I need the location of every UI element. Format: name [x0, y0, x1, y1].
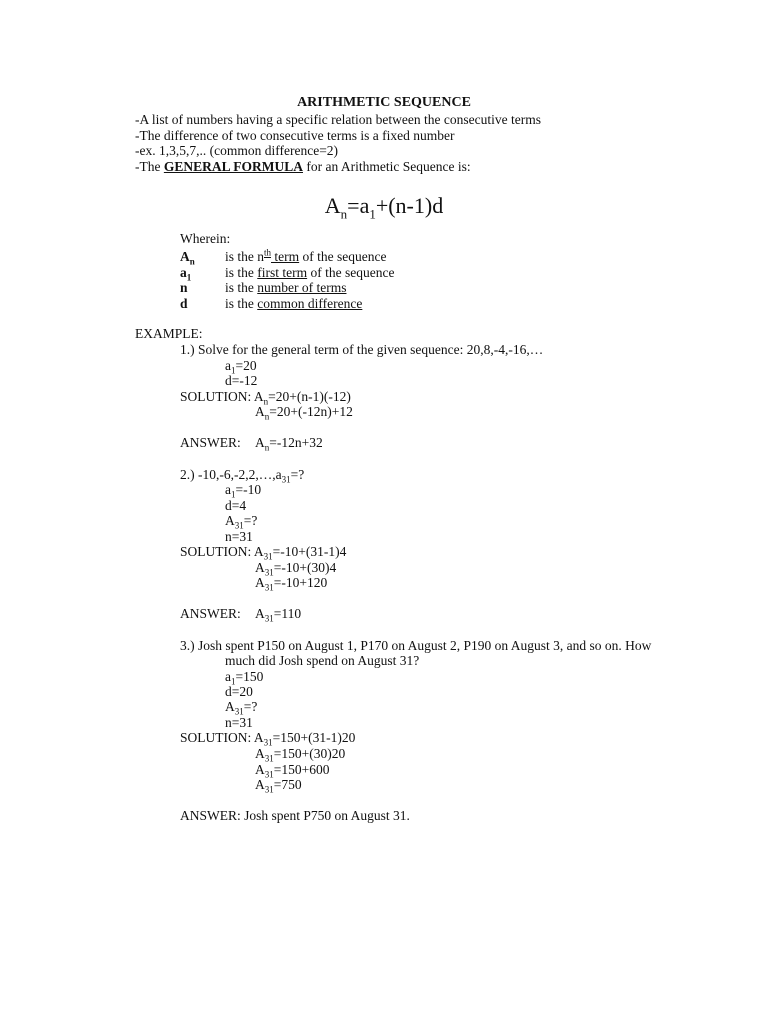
- ex3-question-line-2: much did Josh spend on August 31?: [225, 653, 420, 668]
- ex2-solution-line-2: [255, 560, 336, 576]
- legend-desc-n: [225, 280, 346, 296]
- expr: =-10+(31-1)4: [272, 544, 347, 559]
- legend-desc-an: [225, 249, 386, 265]
- intro-line-4-prefix: -The: [135, 159, 164, 174]
- ex2-answer-label: ANSWER:: [180, 606, 241, 621]
- ex3-solution-line-1: [180, 730, 355, 746]
- var-sub: 31: [264, 613, 274, 624]
- intro-line-1: -A list of numbers having a specific relation between the consecutive terms: [135, 112, 541, 127]
- ex3-solution-line-4: [255, 777, 302, 793]
- legend-post: of the sequence: [307, 265, 395, 280]
- var: A: [255, 777, 265, 792]
- formula-a-sub: n: [340, 206, 348, 222]
- var-value: =20: [235, 358, 257, 373]
- expr: =110: [273, 606, 302, 621]
- ex2-d: d=4: [225, 498, 247, 513]
- var: a: [225, 669, 231, 684]
- ex2-answer: [255, 606, 301, 622]
- ex3-d: d=20: [225, 684, 253, 699]
- expr: =150+(31-1)20: [272, 730, 356, 745]
- formula-eq-sub: 1: [369, 206, 376, 222]
- var-sub: 31: [264, 582, 274, 593]
- var: A: [255, 435, 265, 450]
- var: A: [253, 730, 264, 745]
- intro-line-3: -ex. 1,3,5,7,.. (common difference=2): [135, 143, 339, 158]
- page-title: ARITHMETIC SEQUENCE: [297, 95, 471, 110]
- var-value: =-10: [235, 482, 262, 497]
- legend-pre: is the n: [225, 249, 264, 264]
- var: A: [255, 762, 265, 777]
- expr: =750: [273, 777, 302, 792]
- legend-term: term: [271, 249, 300, 264]
- ex2-question: [180, 467, 304, 483]
- legend-sym: A: [180, 249, 190, 264]
- ex3-n: n=31: [225, 715, 253, 730]
- ex3-a1: [225, 669, 263, 685]
- var: A: [253, 389, 264, 404]
- legend-post: of the sequence: [299, 249, 387, 264]
- ex1-solution-line-1: [180, 389, 351, 405]
- question-text: 2.) -10,-6,-2,2,…,a: [180, 467, 282, 482]
- expr: =20+(n-1)(-12): [268, 389, 351, 404]
- general-formula: [0, 193, 768, 222]
- legend-pre: is the: [225, 265, 258, 280]
- var-value: =?: [243, 699, 258, 714]
- intro-line-4-suffix: for an Arithmetic Sequence is:: [303, 159, 471, 174]
- legend-sym-sub: n: [189, 256, 195, 267]
- expr: =-10+120: [273, 575, 328, 590]
- general-formula-label: GENERAL FORMULA: [163, 159, 303, 174]
- var-sub: 31: [264, 769, 274, 780]
- legend-pre: is the: [225, 296, 258, 311]
- var: A: [255, 560, 265, 575]
- var: A: [255, 746, 265, 761]
- var-sub: 31: [263, 551, 273, 562]
- ex3-solution-line-3: [255, 762, 329, 778]
- ex1-a1: [225, 358, 257, 374]
- var: A: [225, 699, 235, 714]
- legend-pre: is the: [225, 280, 258, 295]
- ex3-question-line-1: 3.) Josh spent P150 on August 1, P170 on August 2, P190 on August 3, and so on. How: [180, 638, 652, 653]
- var-sub: 1: [231, 365, 236, 376]
- legend-term: number of terms: [257, 280, 347, 295]
- var: a: [225, 358, 231, 373]
- ex2-n: n=31: [225, 529, 253, 544]
- question-text: =?: [290, 467, 305, 482]
- var-sub: 31: [234, 520, 244, 531]
- var: A: [255, 404, 265, 419]
- solution-label: SOLUTION:: [180, 544, 254, 559]
- legend-symbol-a1: [180, 265, 191, 281]
- ex2-solution-line-1: [180, 544, 346, 560]
- var: A: [255, 575, 265, 590]
- legend-sup: th: [264, 247, 272, 258]
- var-sub: 31: [264, 567, 274, 578]
- expr: =20+(-12n)+12: [269, 404, 353, 419]
- var-sub: n: [263, 396, 269, 407]
- var-value: =150: [235, 669, 264, 684]
- var-sub: n: [264, 411, 270, 422]
- ex1-solution-line-2: [255, 404, 353, 420]
- legend-symbol-d: d: [180, 296, 188, 311]
- legend-sym-sub: 1: [186, 272, 192, 283]
- var-sub: 31: [263, 737, 273, 748]
- legend-sym: a: [180, 265, 187, 280]
- var-sub: 1: [231, 489, 236, 500]
- ex1-answer-label: ANSWER:: [180, 435, 241, 450]
- ex1-question: 1.) Solve for the general term of the given sequence: 20,8,-4,-16,…: [180, 342, 544, 357]
- legend-symbol-an: [180, 249, 195, 265]
- formula-eq: =a: [347, 193, 370, 218]
- legend-desc-a1: [225, 265, 394, 281]
- formula-rest: +(n-1)d: [375, 193, 444, 218]
- ex2-solution-line-3: [255, 575, 327, 591]
- ex3-solution-line-2: [255, 746, 345, 762]
- ex3-a31: [225, 699, 257, 715]
- var-sub: 1: [231, 676, 236, 687]
- ex2-a1: [225, 482, 261, 498]
- legend-symbol-n: n: [180, 280, 188, 295]
- ex3-answer: ANSWER: Josh spent P750 on August 31.: [180, 808, 410, 823]
- expr: =-12n+32: [269, 435, 323, 450]
- intro-line-2: -The difference of two consecutive terms is a fixed number: [135, 128, 455, 143]
- var-sub: 31: [281, 474, 291, 485]
- ex1-answer: [255, 435, 323, 451]
- expr: =150+(30)20: [273, 746, 346, 761]
- var: A: [255, 606, 265, 621]
- expr: =-10+(30)4: [273, 560, 337, 575]
- var-sub: 31: [264, 753, 274, 764]
- example-heading: EXAMPLE:: [135, 326, 203, 341]
- solution-label: SOLUTION:: [180, 389, 254, 404]
- ex2-a31: [225, 513, 257, 529]
- var: a: [225, 482, 231, 497]
- var: A: [225, 513, 235, 528]
- solution-label: SOLUTION:: [180, 730, 254, 745]
- legend-term: first term: [257, 265, 308, 280]
- var-sub: 31: [234, 706, 244, 717]
- intro-line-4: [135, 159, 471, 175]
- formula-a: A: [324, 193, 341, 218]
- legend-term: common difference: [257, 296, 363, 311]
- ex1-d: d=-12: [225, 373, 258, 388]
- expr: =150+600: [273, 762, 330, 777]
- wherein-label: Wherein:: [180, 231, 231, 246]
- var: A: [253, 544, 264, 559]
- var-sub: n: [264, 442, 270, 453]
- legend-desc-d: [225, 296, 362, 312]
- var-sub: 31: [264, 784, 274, 795]
- var-value: =?: [243, 513, 258, 528]
